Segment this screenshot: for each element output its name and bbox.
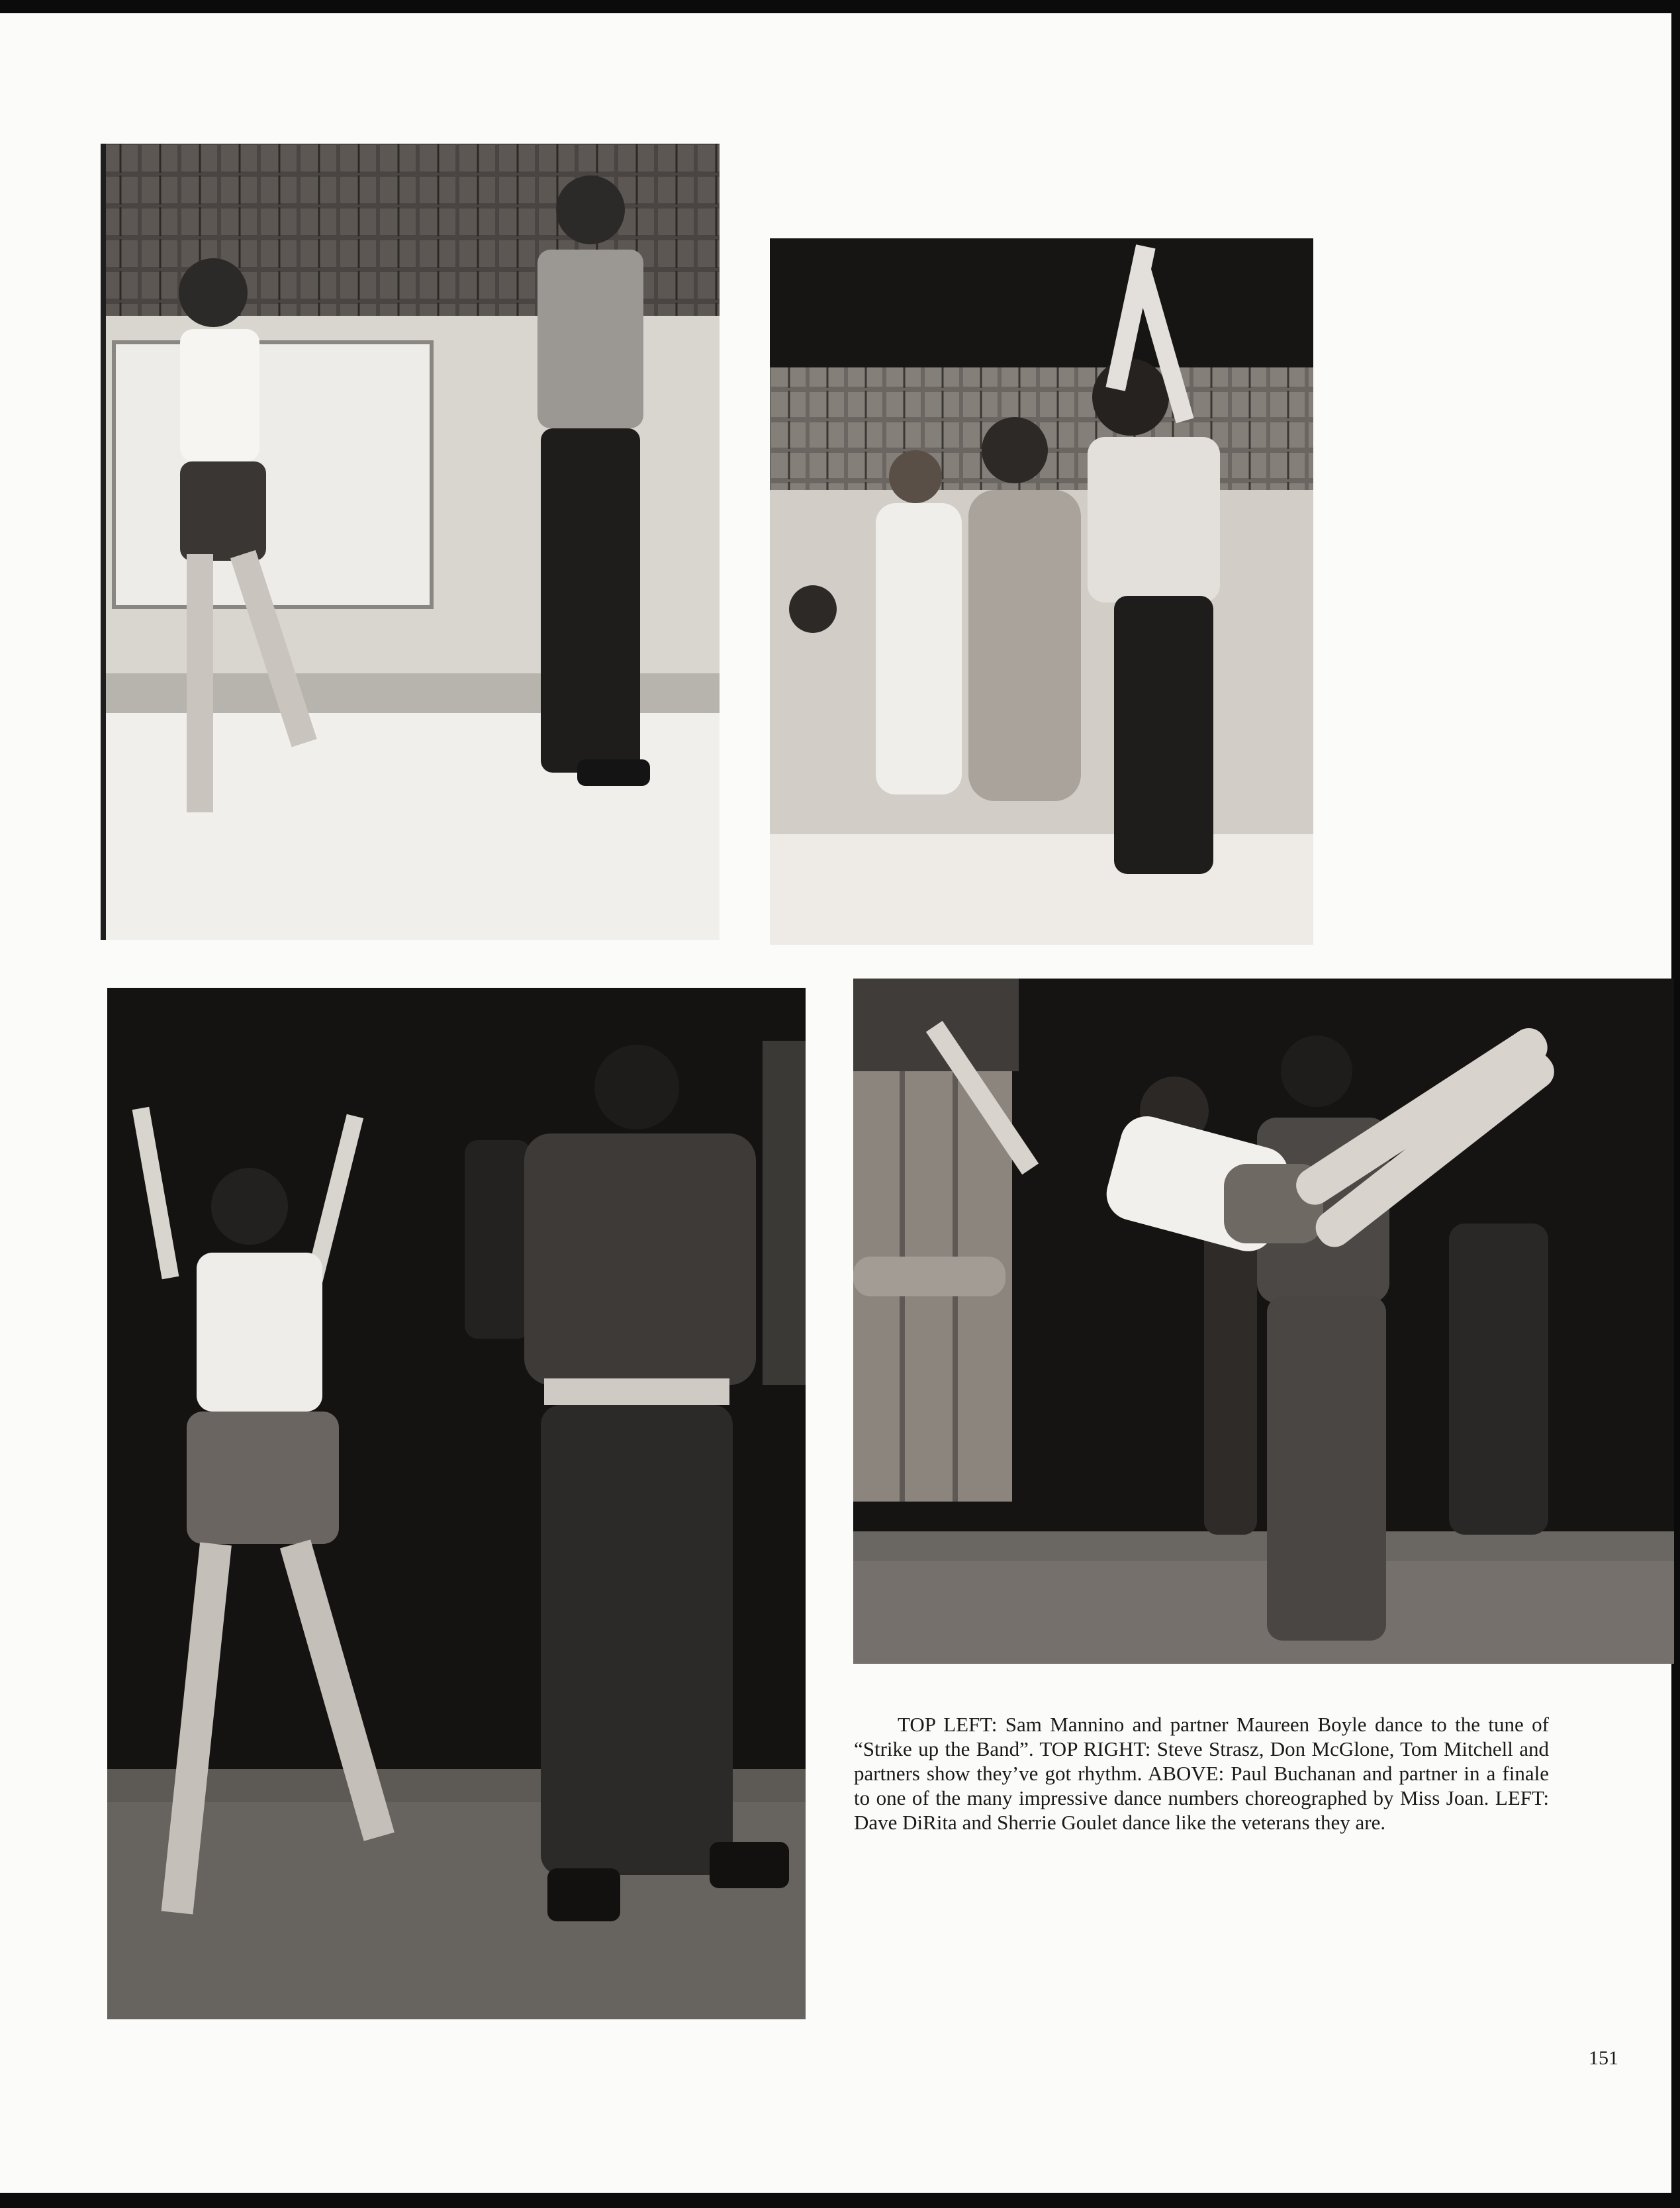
photo-top-left	[101, 144, 720, 940]
photo-caption-text: TOP LEFT: Sam Mannino and partner Maureen Boyle dance to the tune of “Strike up the Band”. TOP RIGHT: Steve Strasz, Don McGlone, Tom Mitchell and partners show they’ve got rhythm. ABOVE: Paul Buchanan and partner in a finale to one of the many impressive dance numbers choreographed by Miss Joan. LEFT: Dave DiRita and Sherrie Goulet dance like the veterans they are.	[854, 1713, 1549, 1834]
photo-top-right-image	[770, 238, 1313, 945]
photo-bottom-right-image	[853, 979, 1674, 1664]
photo-bottom-left-image	[107, 988, 806, 2019]
photo-bottom-right	[853, 979, 1674, 1664]
photo-bottom-left	[107, 988, 806, 2019]
photo-top-right	[770, 238, 1313, 945]
photo-top-left-image	[101, 144, 720, 940]
yearbook-page	[0, 13, 1671, 2193]
photo-caption	[854, 1712, 1549, 1835]
page-number: 151	[1589, 2047, 1618, 2069]
